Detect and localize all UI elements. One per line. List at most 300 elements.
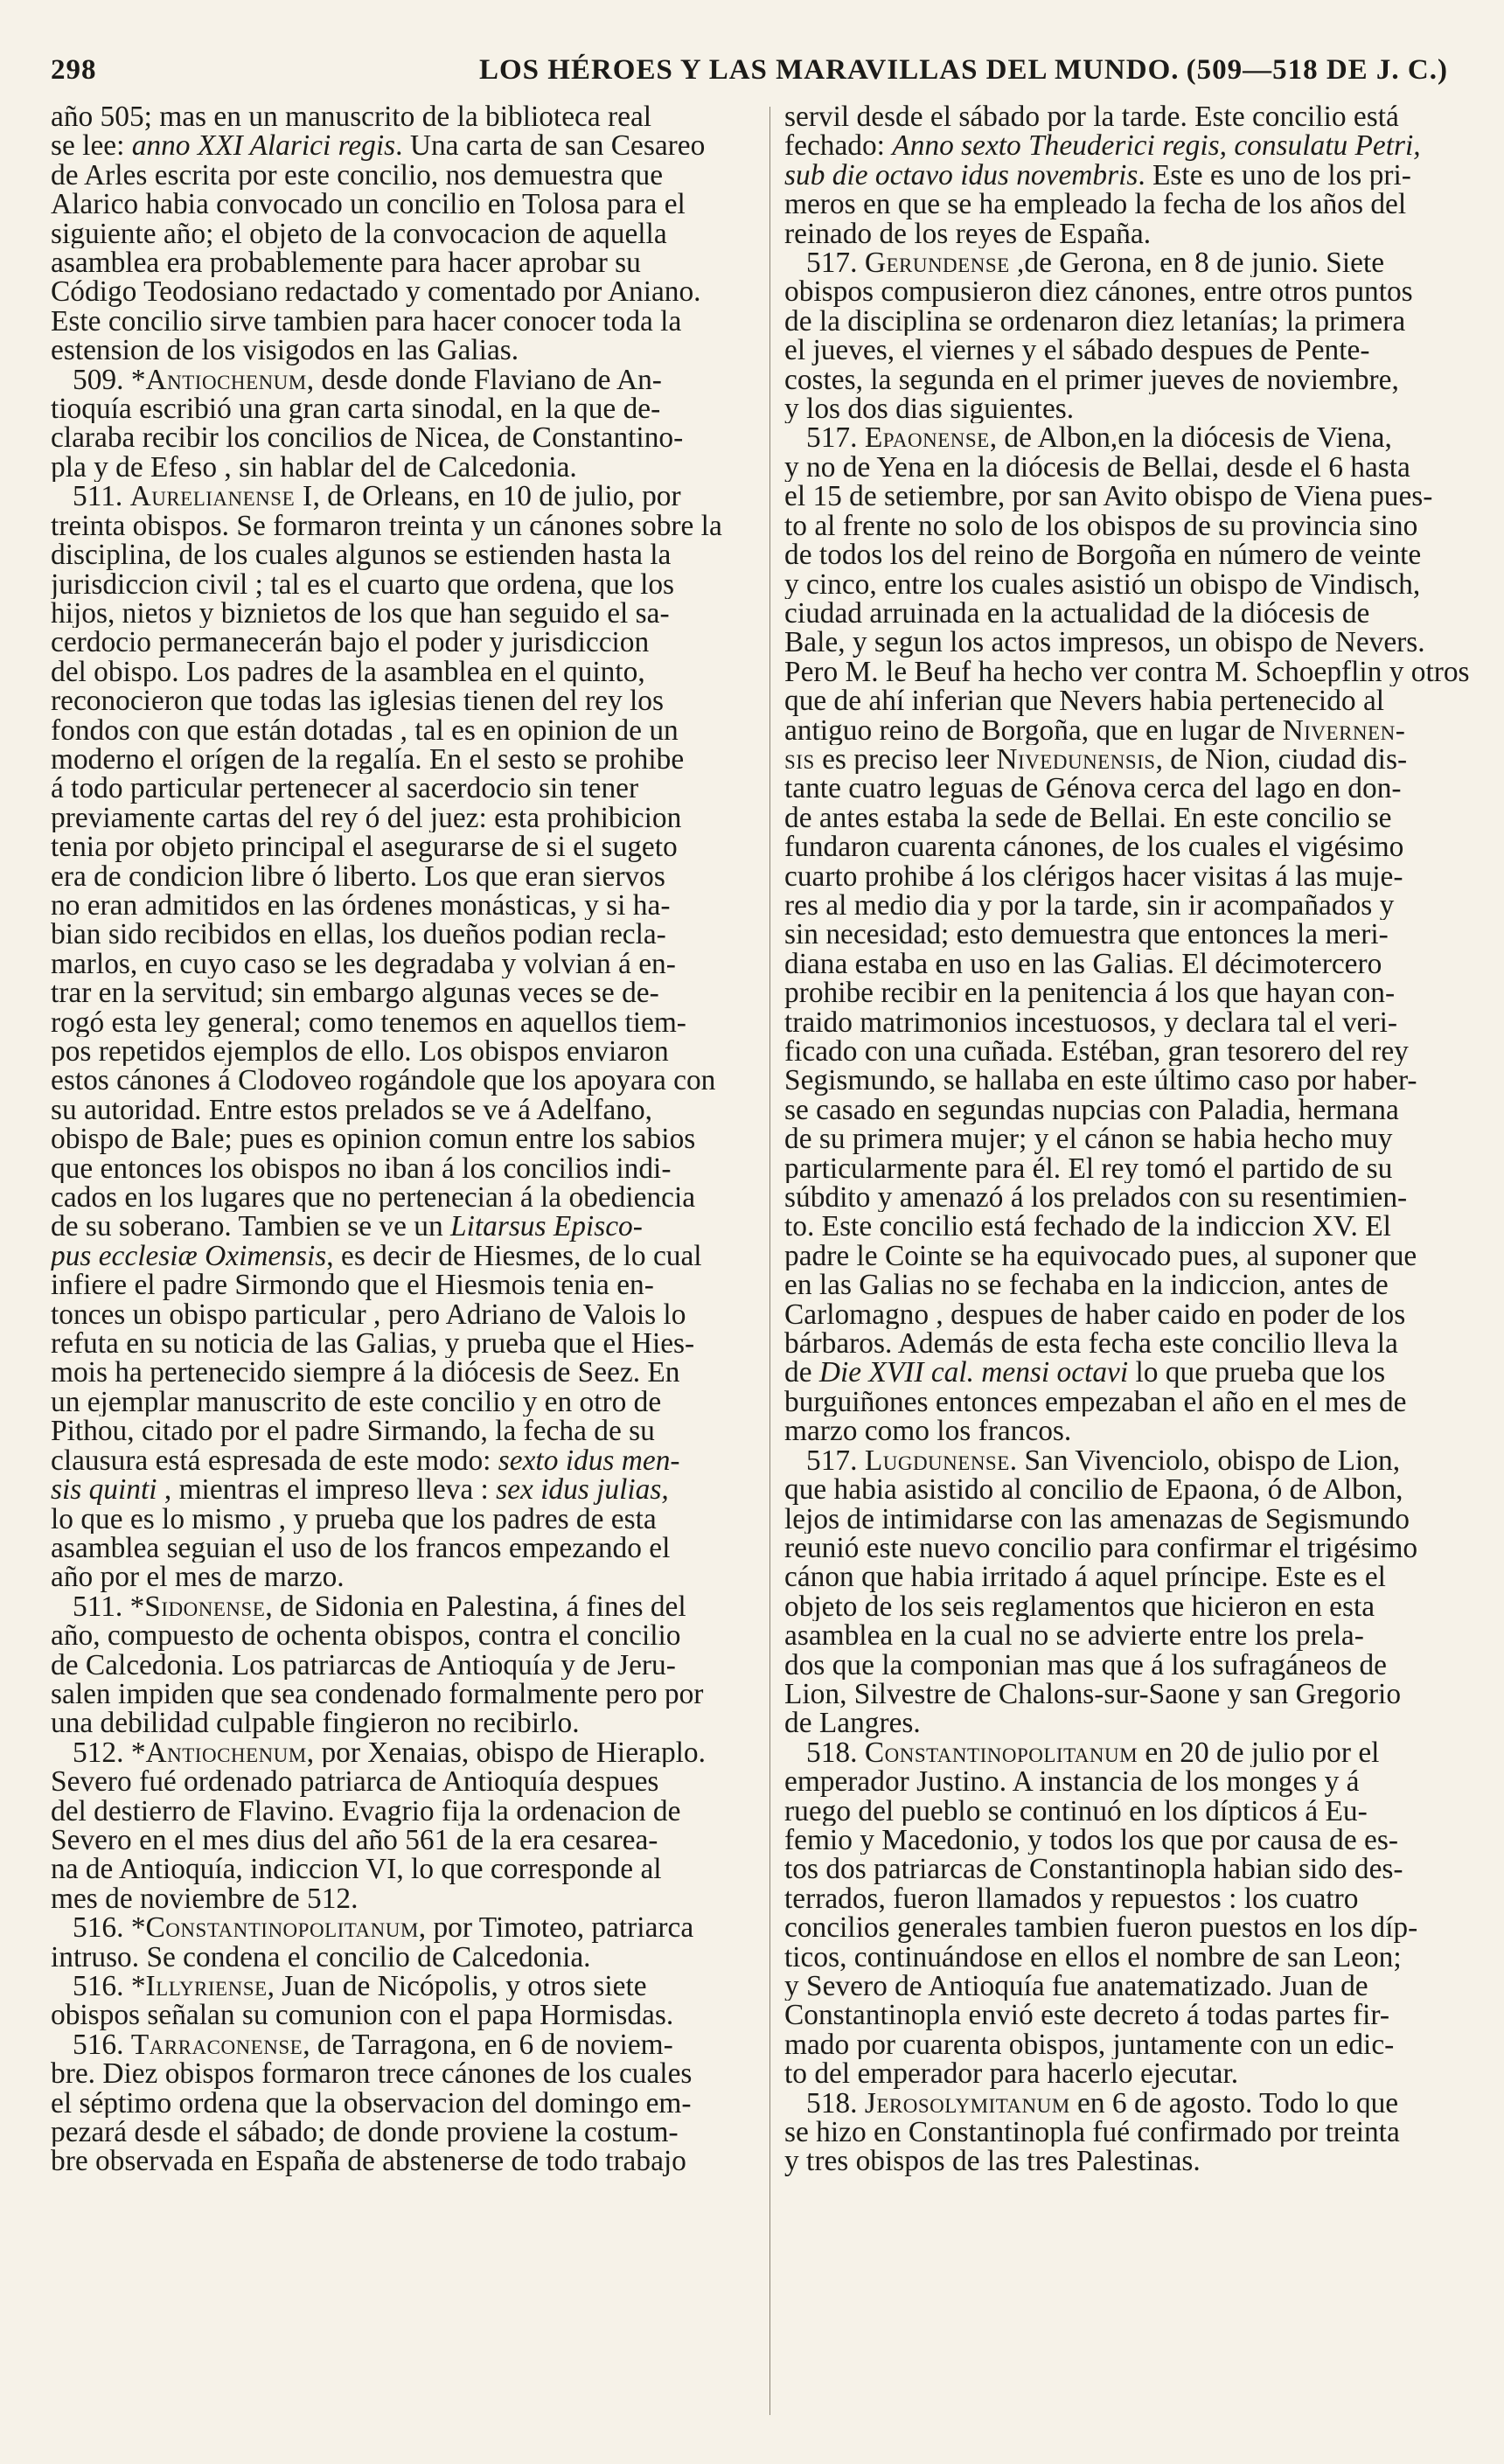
text-line bbox=[784, 1475, 1480, 1504]
text-run: . Este es uno de los pri- bbox=[1138, 160, 1411, 191]
text-run: Antiochenum bbox=[145, 1737, 307, 1768]
text-run: bre. Diez obispos formaron trece cánones de los cuales bbox=[51, 2059, 693, 2089]
text-line bbox=[784, 394, 1480, 423]
text-run: no eran admitidos en las órdenes monásticas, y si ha- bbox=[51, 890, 671, 921]
text-run: es preciso leer bbox=[814, 744, 997, 775]
text-run: obispos compusieron diez cánones, entre otros puntos bbox=[784, 277, 1413, 307]
text-line bbox=[51, 1943, 737, 1972]
text-run: . San Vivenciolo, obispo de Lion, bbox=[1009, 1445, 1401, 1476]
text-run: reunió este nuevo concilio para confirmar el trigésimo bbox=[784, 1533, 1418, 1563]
text-line bbox=[784, 336, 1480, 365]
text-run: sis bbox=[784, 744, 815, 775]
text-line bbox=[51, 1884, 737, 1913]
text-run: meros en que se ha empleado la fecha de los años del bbox=[784, 190, 1407, 219]
text-run: Constantinopla envió este decreto á todas partes fir- bbox=[784, 2001, 1389, 2030]
text-run: Pero M. le Beuf ha hecho ver contra M. Schoepflin y otros bbox=[784, 657, 1470, 687]
text-run: antiguo reino de Borgoña, que en lugar de bbox=[784, 715, 1283, 745]
text-run: 509. * bbox=[51, 365, 146, 395]
text-run: Illyriense bbox=[145, 1972, 268, 2001]
text-run: Anno sexto Theuderici regis, consulatu Petri, bbox=[892, 131, 1421, 161]
text-line bbox=[51, 1475, 737, 1504]
text-run: 517. bbox=[784, 423, 865, 453]
text-line bbox=[51, 2118, 737, 2147]
text-line bbox=[51, 102, 737, 131]
text-run: reconocieron que todas las iglesias tienen del rey los bbox=[51, 686, 664, 716]
text-run: disciplina, de los cuales algunos se estienden hasta la bbox=[51, 540, 672, 570]
text-line bbox=[51, 1124, 737, 1153]
text-line bbox=[51, 2059, 737, 2088]
text-line bbox=[51, 1621, 737, 1650]
text-run: Litarsus Episco- bbox=[450, 1212, 643, 1242]
text-run: 511. * bbox=[51, 1591, 145, 1622]
text-line bbox=[784, 1096, 1480, 1124]
text-line bbox=[51, 1767, 737, 1796]
text-line bbox=[784, 540, 1480, 569]
text-run: 516. * bbox=[51, 1972, 146, 2001]
text-line bbox=[784, 891, 1480, 920]
text-line bbox=[784, 1008, 1480, 1037]
text-line bbox=[784, 1972, 1480, 2001]
text-line bbox=[784, 1388, 1480, 1416]
text-line bbox=[784, 628, 1480, 657]
text-run: cánon que habia irritado á aquel príncipe. Este es el bbox=[784, 1563, 1386, 1592]
column-divider bbox=[769, 107, 770, 2415]
text-run: tos dos patriarcas de Constantinopla habian sido des- bbox=[784, 1855, 1403, 1884]
text-line bbox=[784, 1563, 1480, 1591]
text-run: cerdocio permanecerán bajo el poder y jurisdiccion bbox=[51, 628, 650, 658]
text-line bbox=[784, 277, 1480, 306]
text-run: se hizo en Constantinopla fué confirmado por treinta bbox=[784, 2118, 1400, 2147]
text-run: marzo como los francos. bbox=[784, 1416, 1072, 1446]
text-run: lo que es lo mismo , y prueba que los padres de esta bbox=[51, 1504, 657, 1534]
text-line bbox=[51, 190, 737, 219]
text-line bbox=[51, 1651, 737, 1680]
text-run: bárbaros. Además de esta fecha este concilio lleva la bbox=[784, 1329, 1398, 1359]
text-line bbox=[784, 1855, 1480, 1883]
text-run: de Arles escrita por este concilio, nos demuestra que bbox=[51, 160, 664, 191]
text-line bbox=[51, 628, 737, 657]
text-run: refuta en su noticia de las Galias, y prueba que el Hies- bbox=[51, 1329, 695, 1359]
text-line bbox=[51, 248, 737, 277]
text-run: que habia asistido al concilio de Epaona, ó de Albon, bbox=[784, 1475, 1403, 1505]
text-run: Jerosolymitanum bbox=[864, 2088, 1070, 2119]
text-line bbox=[784, 2118, 1480, 2147]
text-run: , desde donde Flaviano de An- bbox=[306, 365, 662, 395]
text-run: moderno el orígen de la regalía. En el sesto se prohibe bbox=[51, 744, 685, 775]
text-run: femio y Macedonio, y todos los que por causa de es- bbox=[784, 1825, 1398, 1855]
text-run: año 505; mas en un manuscrito de la biblioteca real bbox=[51, 102, 652, 132]
text-line bbox=[51, 131, 737, 160]
text-line bbox=[51, 1008, 737, 1037]
text-line bbox=[784, 1534, 1480, 1563]
text-run: Pithou, citado por el padre Sirmando, la fecha de su bbox=[51, 1416, 655, 1446]
text-run: 517. bbox=[784, 248, 865, 278]
text-line bbox=[784, 745, 1480, 774]
text-line bbox=[784, 1943, 1480, 1972]
text-line bbox=[51, 482, 737, 511]
text-run: de todos los del reino de Borgoña en número de veinte bbox=[784, 540, 1422, 570]
text-line bbox=[784, 1826, 1480, 1855]
text-run: 518. bbox=[784, 2088, 865, 2119]
text-run: una debilidad culpable fingieron no recibirlo. bbox=[51, 1709, 580, 1738]
text-run: costes, la segunda en el primer jueves de noviembre, bbox=[784, 365, 1399, 395]
text-run: cuarto prohibe á los clérigos hacer visitas á las muje- bbox=[784, 861, 1403, 891]
text-line bbox=[784, 950, 1480, 978]
text-run: 517. bbox=[784, 1445, 865, 1476]
text-run: particularmente para él. El rey tomó el partido de su bbox=[784, 1153, 1393, 1184]
text-run: Lion, Silvestre de Chalons-sur-Saone y san Gregorio bbox=[784, 1679, 1402, 1709]
text-line bbox=[51, 512, 737, 540]
text-run: el jueves, el viernes y el sábado despues de Pente- bbox=[784, 336, 1370, 365]
text-line bbox=[51, 1534, 737, 1563]
text-line bbox=[784, 219, 1480, 248]
text-line bbox=[51, 804, 737, 832]
text-line bbox=[784, 453, 1480, 482]
text-line bbox=[51, 1709, 737, 1737]
text-run: Este concilio sirve tambien para hacer conocer toda la bbox=[51, 306, 682, 337]
text-line bbox=[784, 2059, 1480, 2088]
text-line bbox=[51, 1826, 737, 1855]
text-run: jurisdiccion civil ; tal es el cuarto que ordena, que los bbox=[51, 569, 675, 599]
text-line bbox=[784, 2147, 1480, 2175]
text-line bbox=[51, 161, 737, 190]
text-run: to al frente no solo de los obispos de su provincia sino bbox=[784, 511, 1418, 541]
text-run: concilios generales tambien fueron puestos en los díp- bbox=[784, 1913, 1418, 1943]
text-line bbox=[784, 1124, 1480, 1153]
text-run: Epaonense bbox=[864, 423, 990, 453]
text-run: , de Nion, ciudad dis- bbox=[1155, 744, 1408, 775]
text-run: Severo en el mes dius del año 561 de la era cesarea- bbox=[51, 1825, 658, 1855]
text-line bbox=[51, 2001, 737, 2029]
text-run: 516. * bbox=[51, 1913, 146, 1943]
text-line bbox=[51, 1183, 737, 1212]
text-run: Código Teodosiano redactado y comentado por Aniano. bbox=[51, 277, 701, 307]
text-line bbox=[51, 716, 737, 745]
text-run: reinado de los reyes de España. bbox=[784, 219, 1152, 249]
text-run: Antiochenum bbox=[145, 365, 307, 395]
text-run: se casado en segundas nupcias con Paladia, hermana bbox=[784, 1095, 1399, 1125]
text-run: era de condicion libre ó liberto. Los que eran siervos bbox=[51, 861, 665, 891]
text-run: bian sido recibidos en ellas, los dueños podian recla- bbox=[51, 920, 666, 950]
text-run: y no de Yena en la diócesis de Bellai, desde el 6 hasta bbox=[784, 452, 1410, 483]
text-line bbox=[784, 658, 1480, 686]
text-run: fechado: bbox=[784, 131, 893, 161]
text-run: Lugdunense bbox=[864, 1445, 1010, 1476]
text-line bbox=[784, 832, 1480, 861]
text-run: Constantinopolitanum bbox=[145, 1913, 419, 1943]
running-header bbox=[51, 54, 1448, 98]
text-run: un ejemplar manuscrito de este concilio y en otro de bbox=[51, 1387, 662, 1417]
text-run: obispo de Bale; pues es opinion comun entre los sabios bbox=[51, 1124, 696, 1154]
text-run: marlos, en cuyo caso se les degradaba y volvian á en- bbox=[51, 949, 676, 979]
text-run: pezará desde el sábado; de donde proviene la costum- bbox=[51, 2118, 679, 2147]
text-run: asamblea seguian el uso de los francos empezando el bbox=[51, 1533, 671, 1563]
text-run: su autoridad. Entre estos prelados se ve á Adelfano, bbox=[51, 1095, 653, 1125]
text-run: de su soberano. Tambien se ve un bbox=[51, 1212, 450, 1242]
text-line bbox=[51, 1300, 737, 1329]
text-line bbox=[784, 1212, 1480, 1241]
page-number: 298 bbox=[51, 54, 97, 86]
text-line bbox=[51, 658, 737, 686]
text-run: dos que la componian mas que á los sufragáneos de bbox=[784, 1650, 1387, 1680]
text-run: de Calcedonia. Los patriarcas de Antioquía y de Jeru- bbox=[51, 1650, 676, 1680]
text-line bbox=[51, 1270, 737, 1299]
text-line bbox=[51, 1358, 737, 1387]
text-run: rogó esta ley general; como tenemos en aquellos tiem- bbox=[51, 1007, 686, 1037]
text-line bbox=[784, 978, 1480, 1007]
text-run: prohibe recibir en la penitencia á los que hayan con- bbox=[784, 978, 1396, 1008]
text-line bbox=[784, 1358, 1480, 1387]
text-line bbox=[51, 1738, 737, 1767]
text-run: siguiente año; el objeto de la convocacion de aquella bbox=[51, 219, 667, 249]
text-run: lo que prueba que los bbox=[1128, 1358, 1386, 1388]
text-line bbox=[51, 1096, 737, 1124]
text-run: . Una carta de san Cesareo bbox=[395, 131, 706, 161]
text-run: en 20 de julio por el bbox=[1138, 1737, 1380, 1768]
text-line bbox=[784, 1592, 1480, 1621]
text-line bbox=[51, 891, 737, 920]
text-line bbox=[784, 2089, 1480, 2118]
text-run: sub die octavo idus novembris bbox=[784, 160, 1138, 191]
text-line bbox=[784, 482, 1480, 511]
text-run: en 6 de agosto. Todo lo que bbox=[1069, 2088, 1399, 2119]
text-run: y tres obispos de las tres Palestinas. bbox=[784, 2147, 1201, 2176]
text-run: 512. * bbox=[51, 1737, 146, 1768]
text-line bbox=[51, 1680, 737, 1709]
text-run: clausura está espresada de este modo: bbox=[51, 1445, 498, 1476]
text-run: que de ahí inferian que Nevers habia pertenecido al bbox=[784, 686, 1385, 716]
text-line bbox=[51, 2030, 737, 2059]
text-run: y cinco, entre los cuales asistió un obispo de Vindisch, bbox=[784, 569, 1421, 599]
text-run: servil desde el sábado por la tarde. Este concilio está bbox=[784, 102, 1399, 132]
text-line bbox=[784, 570, 1480, 599]
text-line bbox=[784, 307, 1480, 336]
text-line bbox=[784, 1300, 1480, 1329]
text-line bbox=[51, 1037, 737, 1066]
text-run: ficado con una cuñada. Estéban, gran tesorero del rey bbox=[784, 1037, 1409, 1067]
text-line bbox=[784, 804, 1480, 832]
text-run: sex idus julias, bbox=[496, 1475, 669, 1505]
text-run: Severo fué ordenado patriarca de Antioquía despues bbox=[51, 1767, 659, 1797]
text-run: tante cuatro leguas de Génova cerca del lago en don- bbox=[784, 774, 1402, 804]
text-run: lejos de intimidarse con las amenazas de Segismundo bbox=[784, 1504, 1410, 1534]
text-line bbox=[51, 1446, 737, 1475]
text-run: año, compuesto de ochenta obispos, contra el concilio bbox=[51, 1621, 681, 1651]
text-run: estension de los visigodos en las Galias. bbox=[51, 336, 519, 365]
text-line bbox=[51, 1563, 737, 1591]
text-run: claraba recibir los concilios de Nicea, de Constantino- bbox=[51, 423, 684, 453]
text-line bbox=[784, 1680, 1480, 1709]
text-run: emperador Justino. A instancia de los monges y á bbox=[784, 1767, 1360, 1797]
text-run: súbdito y amenazó á los prelados con su resentimien- bbox=[784, 1183, 1408, 1213]
text-run: salen impiden que sea condenado formalmente pero por bbox=[51, 1679, 704, 1709]
text-run: previamente cartas del rey ó del juez: esta prohibicion bbox=[51, 803, 682, 833]
text-run: objeto de los seis reglamentos que hicieron en esta bbox=[784, 1591, 1375, 1622]
text-run: pus ecclesiæ Oximensis bbox=[51, 1241, 327, 1271]
text-run: res al medio dia y por la tarde, sin ir acompañados y bbox=[784, 890, 1395, 921]
text-run: trar en la servitud; sin embargo algunas veces se de- bbox=[51, 978, 659, 1008]
text-run: pla y de Efeso , sin hablar del de Calcedonia. bbox=[51, 452, 577, 483]
text-run: infiere el padre Sirmondo que el Hiesmois tenia en- bbox=[51, 1270, 654, 1300]
date-range: (509—518 DE J. C.) bbox=[1186, 54, 1448, 86]
text-line bbox=[51, 1797, 737, 1826]
text-run: terrados, fueron llamados y repuestos : los cuatro bbox=[784, 1883, 1359, 1914]
text-line bbox=[784, 512, 1480, 540]
text-line bbox=[784, 920, 1480, 949]
text-run: , Juan de Nicópolis, y otros siete bbox=[267, 1972, 647, 2001]
text-run: asamblea en la cual no se advierte entre los prela- bbox=[784, 1621, 1364, 1651]
text-run: anno XXI Alarici regis bbox=[131, 131, 396, 161]
book-title: LOS HÉROES Y LAS MARAVILLAS DEL MUNDO. bbox=[479, 54, 1180, 86]
text-run: 511. bbox=[51, 482, 130, 512]
text-run: ciudad arruinada en la actualidad de la diócesis de bbox=[784, 598, 1370, 629]
text-line bbox=[51, 686, 737, 715]
text-run: tenia por objeto principal el asegurarse de si el sugeto bbox=[51, 832, 678, 862]
text-run: tonces un obispo particular , pero Adriano de Valois lo bbox=[51, 1299, 686, 1330]
text-line bbox=[784, 1183, 1480, 1212]
text-line bbox=[51, 1972, 737, 2001]
text-run: Bale, y segun los actos impresos, un obispo de Nevers. bbox=[784, 628, 1425, 658]
text-run: estos cánones á Clodoveo rogándole que los apoyara con bbox=[51, 1066, 716, 1096]
text-run: se lee: bbox=[51, 131, 132, 161]
text-line bbox=[784, 862, 1480, 891]
text-line bbox=[784, 1621, 1480, 1650]
text-line bbox=[784, 599, 1480, 628]
text-run: ruego del pueblo se continuó en los dípticos á Eu- bbox=[784, 1796, 1368, 1826]
text-run: 518. bbox=[784, 1737, 865, 1768]
text-line bbox=[784, 1767, 1480, 1796]
text-line bbox=[51, 950, 737, 978]
text-run: sin necesidad; esto demuestra que entonces la meri- bbox=[784, 920, 1389, 950]
text-run: , de Albon,en la diócesis de Viena, bbox=[989, 423, 1392, 453]
text-run: padre le Cointe se ha equivocado pues, al suponer que bbox=[784, 1241, 1417, 1271]
text-line bbox=[51, 423, 737, 452]
text-run: , de Tarragona, en 6 de noviem- bbox=[303, 2029, 673, 2060]
text-line bbox=[51, 277, 737, 306]
text-run: intruso. Se condena el concilio de Calcedonia. bbox=[51, 1942, 591, 1972]
text-line bbox=[51, 1505, 737, 1534]
text-line bbox=[51, 219, 737, 248]
text-line bbox=[51, 1329, 737, 1358]
text-line bbox=[51, 365, 737, 394]
text-run: , por Xenaias, obispo de Hieraplo. bbox=[306, 1737, 706, 1768]
text-run: fundaron cuarenta cánones, de los cuales el vigésimo bbox=[784, 832, 1404, 862]
text-run: fondos con que están dotadas , tal es en opinion de un bbox=[51, 715, 679, 745]
text-run: diana estaba en uso en las Galias. El décimotercero bbox=[784, 949, 1382, 979]
text-run: mois ha pertenecido siempre á la diócesis de Seez. En bbox=[51, 1358, 680, 1388]
text-run: de bbox=[784, 1358, 819, 1388]
text-run: Nivernen- bbox=[1282, 715, 1406, 745]
text-run: Carlomagno , despues de haber caido en poder de los bbox=[784, 1299, 1406, 1330]
text-line bbox=[51, 1388, 737, 1416]
text-run: Nivedunensis bbox=[996, 744, 1156, 775]
text-run: , mientras el impreso lleva : bbox=[157, 1475, 497, 1505]
text-line bbox=[51, 920, 737, 949]
text-run: que entonces los obispos no iban á los concilios indi- bbox=[51, 1153, 672, 1184]
text-line bbox=[784, 1242, 1480, 1270]
text-run: mes de noviembre de 512. bbox=[51, 1883, 359, 1914]
text-run: Segismundo, se hallaba en este último caso por haber- bbox=[784, 1066, 1417, 1096]
text-run: mado por cuarenta obispos, juntamente con un edic- bbox=[784, 2029, 1395, 2060]
text-line bbox=[784, 686, 1480, 715]
text-line bbox=[784, 1913, 1480, 1942]
text-line bbox=[784, 102, 1480, 131]
text-line bbox=[784, 161, 1480, 190]
text-line bbox=[51, 862, 737, 891]
text-run: en las Galias no se fechaba en la indiccion, antes de bbox=[784, 1270, 1389, 1300]
text-run: tioquía escribió una gran carta sinodal, en la que de- bbox=[51, 394, 661, 424]
text-line bbox=[784, 1797, 1480, 1826]
text-line bbox=[51, 2147, 737, 2175]
text-run: burguiñones entonces empezaban el año en el mes de bbox=[784, 1387, 1407, 1417]
text-run: hijos, nietos y biznietos de los que han seguido el sa- bbox=[51, 598, 670, 629]
text-line bbox=[784, 131, 1480, 160]
text-run: ,de Gerona, en 8 de junio. Siete bbox=[1009, 248, 1385, 278]
text-line bbox=[784, 2001, 1480, 2029]
text-line bbox=[51, 1154, 737, 1183]
text-run: , por Timoteo, patriarca bbox=[418, 1913, 694, 1943]
text-line bbox=[51, 978, 737, 1007]
text-line bbox=[51, 336, 737, 365]
text-run: Alarico habia convocado un concilio en Tolosa para el bbox=[51, 190, 686, 219]
text-line bbox=[784, 1329, 1480, 1358]
text-line bbox=[784, 1270, 1480, 1299]
text-line bbox=[784, 423, 1480, 452]
text-run: Die XVII cal. mensi octavi bbox=[818, 1358, 1129, 1388]
text-line bbox=[784, 1505, 1480, 1534]
text-line bbox=[51, 1416, 737, 1445]
text-line bbox=[784, 716, 1480, 745]
text-line bbox=[784, 190, 1480, 219]
text-run: de Langres. bbox=[784, 1709, 921, 1738]
text-run: to del emperador para hacerlo ejecutar. bbox=[784, 2059, 1239, 2089]
text-line bbox=[784, 1651, 1480, 1680]
text-run: Sidonense bbox=[144, 1591, 266, 1622]
text-run: de antes estaba la sede de Bellai. En este concilio se bbox=[784, 803, 1392, 833]
text-line bbox=[51, 1212, 737, 1241]
text-run: año por el mes de marzo. bbox=[51, 1563, 345, 1592]
text-run: de la disciplina se ordenaron diez letanías; la primera bbox=[784, 306, 1406, 337]
text-line bbox=[51, 1855, 737, 1883]
left-column bbox=[51, 102, 737, 2419]
text-run: bre observada en España de abstenerse de todo trabajo bbox=[51, 2147, 686, 2176]
text-run: cados en los lugares que no pertenecian á la obediencia bbox=[51, 1183, 696, 1213]
text-run: pos repetidos ejemplos de ello. Los obispos enviaron bbox=[51, 1037, 669, 1067]
text-line bbox=[784, 774, 1480, 803]
text-run: sis quinti bbox=[51, 1475, 157, 1505]
text-run: de su primera mujer; y el cánon se habia hecho muy bbox=[784, 1124, 1393, 1154]
text-line bbox=[51, 307, 737, 336]
text-run: asamblea era probablemente para hacer aprobar su bbox=[51, 248, 641, 278]
text-line bbox=[784, 1037, 1480, 1066]
text-run: Constantinopolitanum bbox=[864, 1737, 1138, 1768]
text-line bbox=[784, 365, 1480, 394]
text-line bbox=[51, 745, 737, 774]
text-run: y los dos dias siguientes. bbox=[784, 394, 1075, 424]
text-line bbox=[784, 1709, 1480, 1737]
text-line bbox=[51, 394, 737, 423]
text-line bbox=[784, 1446, 1480, 1475]
text-run: na de Antioquía, indiccion VI, lo que corresponde al bbox=[51, 1855, 662, 1884]
text-run: to. Este concilio está fechado de la indiccion XV. El bbox=[784, 1212, 1391, 1242]
text-run: obispos señalan su comunion con el papa Hormisdas. bbox=[51, 2001, 674, 2030]
text-line bbox=[51, 1066, 737, 1095]
text-line bbox=[51, 453, 737, 482]
text-run: del obispo. Los padres de la asamblea en el quinto, bbox=[51, 657, 645, 687]
text-line bbox=[784, 248, 1480, 277]
text-run: sexto idus men- bbox=[498, 1445, 680, 1476]
text-run: ticos, continuándose en ellos el nombre de san Leon; bbox=[784, 1942, 1402, 1972]
